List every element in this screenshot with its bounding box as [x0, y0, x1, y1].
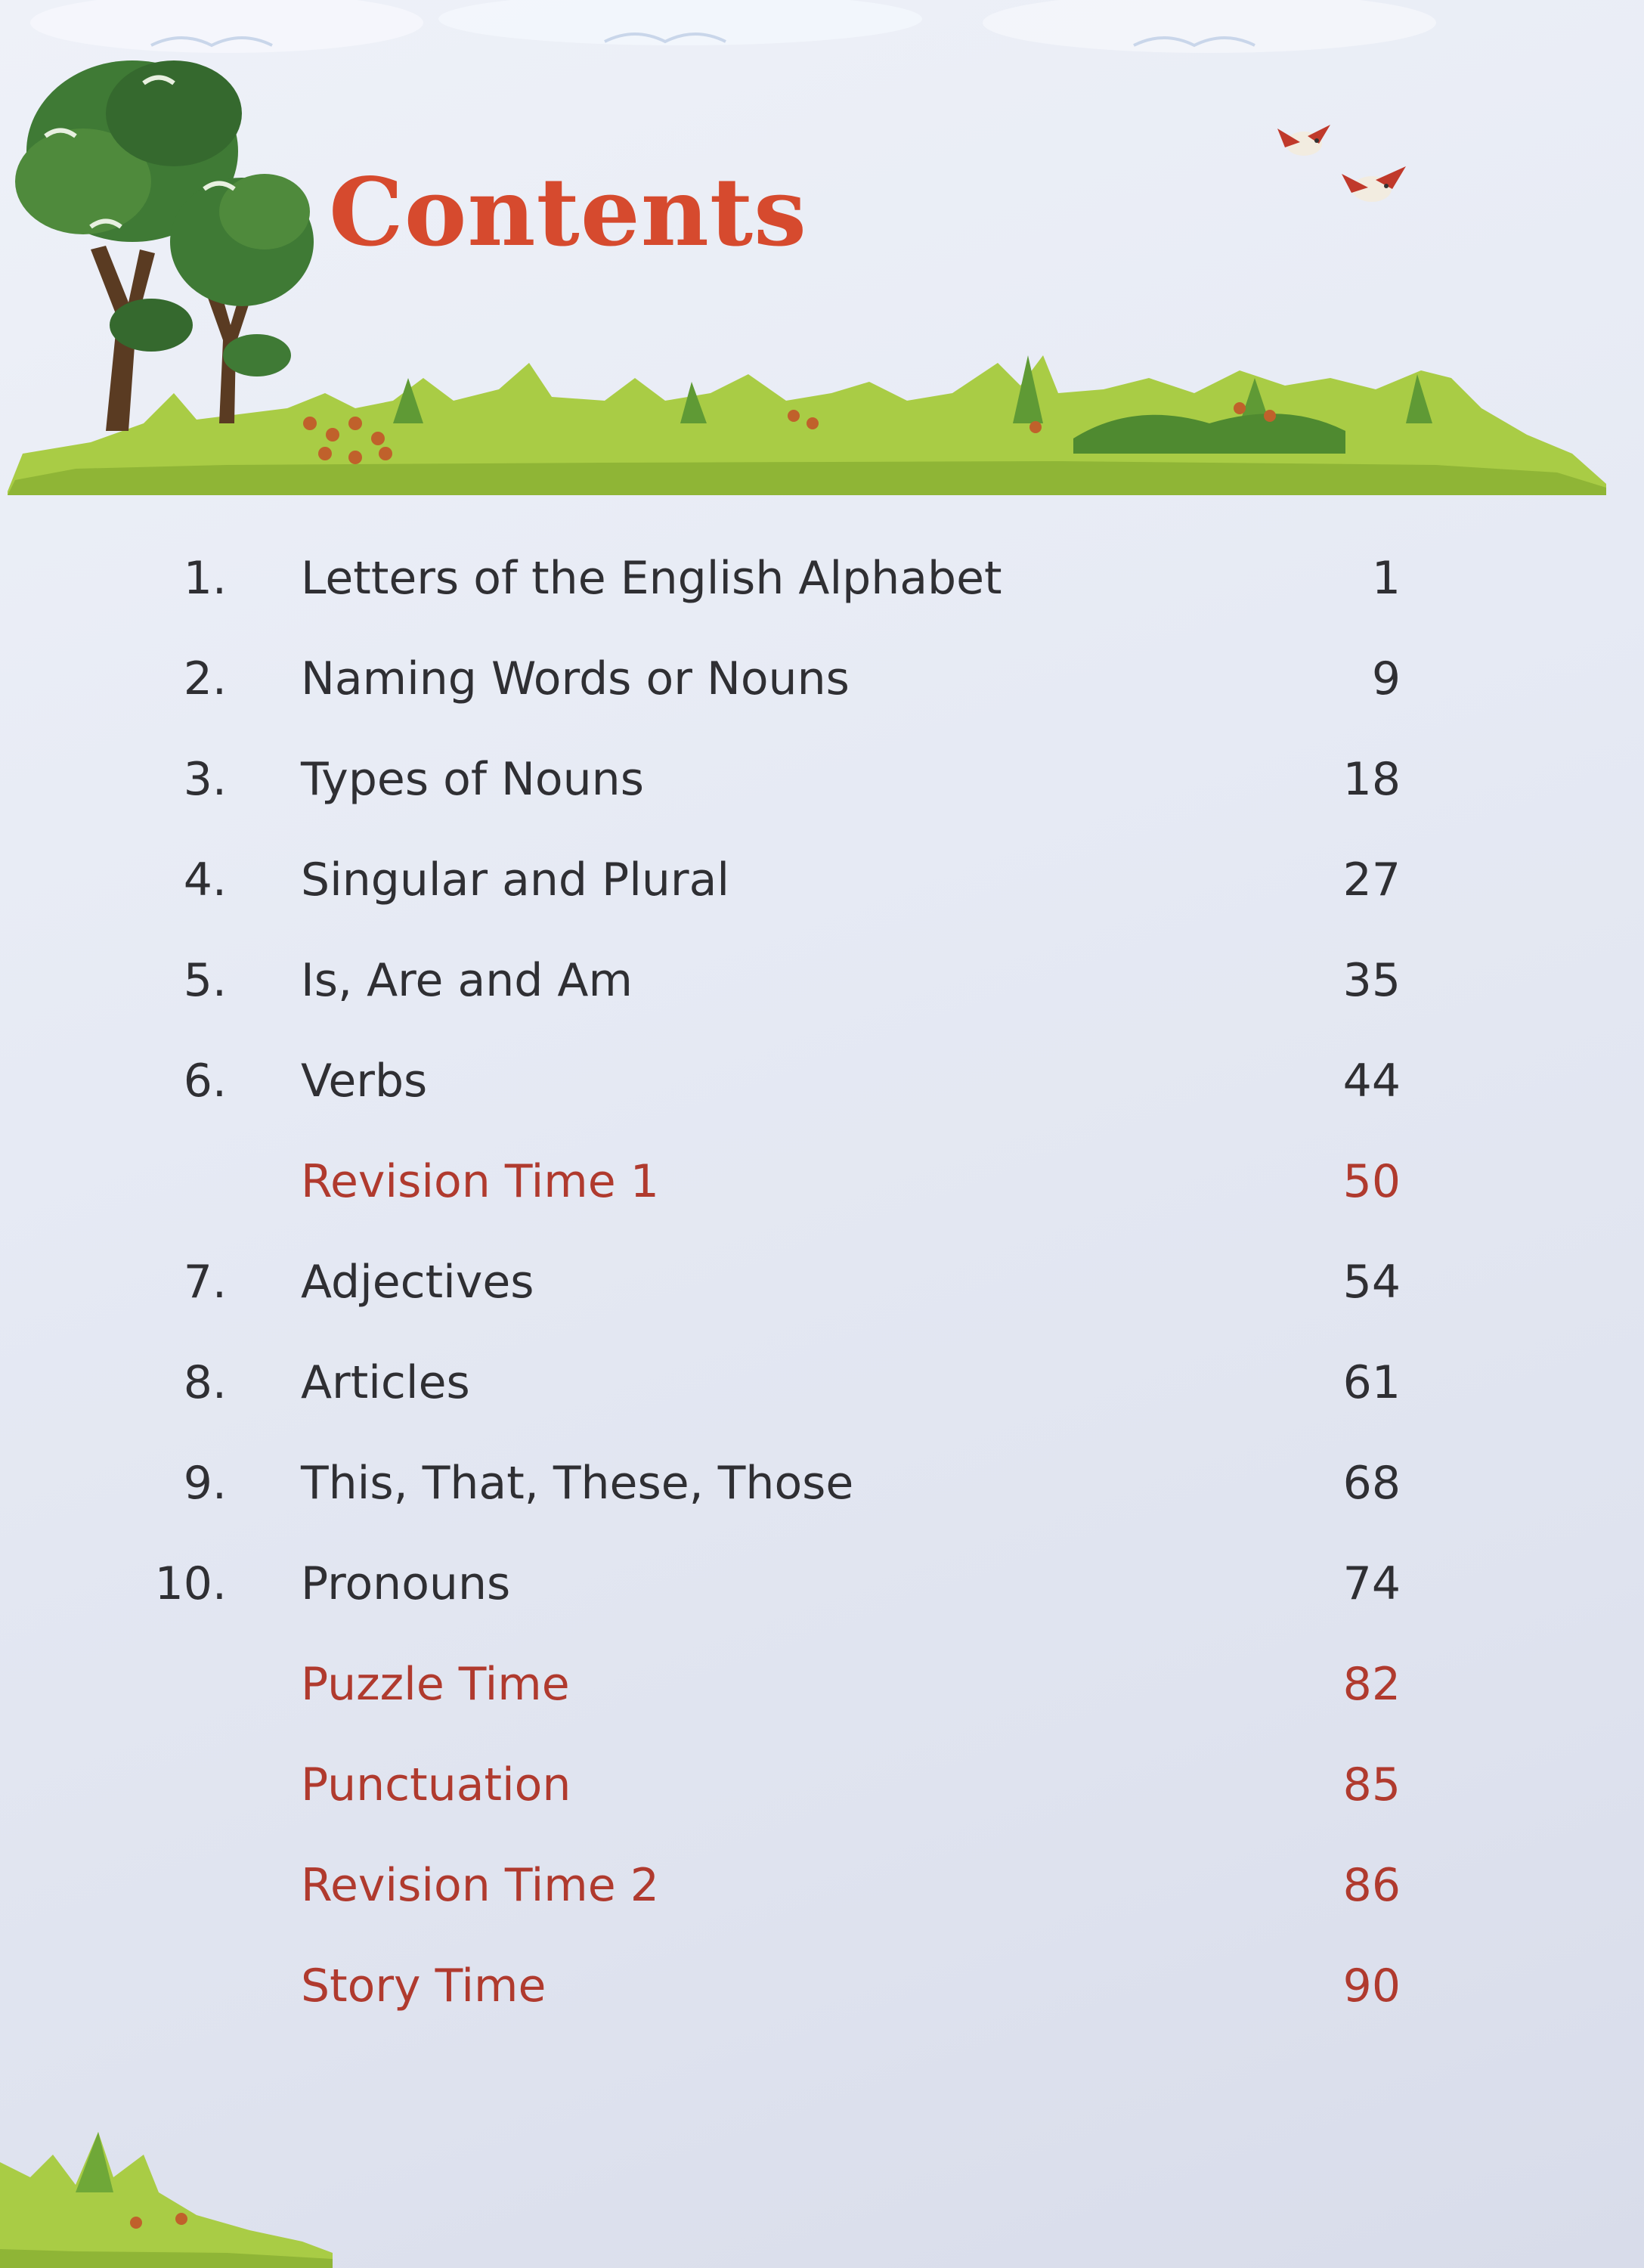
toc-page-number: 54 [1342, 1256, 1401, 1309]
toc-title: Puzzle Time [301, 1658, 570, 1711]
toc-page-number: 68 [1342, 1457, 1401, 1510]
toc-number: 2. [183, 652, 227, 705]
toc-page-number: 90 [1342, 1960, 1401, 2012]
bird-icon [1342, 166, 1406, 202]
bird-icon [1277, 125, 1330, 156]
toc-number: 4. [183, 854, 227, 906]
toc-entry[interactable] [0, 1635, 1644, 1736]
toc-page-number: 35 [1342, 954, 1401, 1007]
toc-title: This, That, These, Those [301, 1457, 854, 1510]
tree-icon [15, 60, 314, 431]
toc-entry[interactable] [0, 1535, 1644, 1635]
grass-patch-icon [0, 2109, 348, 2268]
toc-entry[interactable] [0, 1937, 1644, 2037]
toc-entry[interactable] [0, 1132, 1644, 1233]
toc-page-number: 44 [1342, 1055, 1401, 1108]
toc-number: 5. [183, 954, 227, 1007]
toc-title: Punctuation [301, 1758, 571, 1811]
toc-page-number: 82 [1342, 1658, 1401, 1711]
toc-entry[interactable] [0, 1032, 1644, 1132]
toc-page-number: 50 [1342, 1155, 1401, 1208]
toc-title: Revision Time 2 [301, 1859, 659, 1912]
toc-number: 6. [183, 1055, 227, 1108]
toc-entry[interactable] [0, 1836, 1644, 1937]
toc-entry[interactable] [0, 931, 1644, 1032]
toc-title: Is, Are and Am [301, 954, 633, 1007]
toc-entry[interactable] [0, 730, 1644, 831]
toc-title: Types of Nouns [301, 753, 644, 806]
toc-number: 8. [183, 1356, 227, 1409]
toc-number: 10. [154, 1557, 227, 1610]
toc-entry[interactable] [0, 630, 1644, 730]
toc-page-number: 27 [1342, 854, 1401, 906]
toc-number: 7. [183, 1256, 227, 1309]
toc-page-number: 74 [1342, 1557, 1401, 1610]
toc-title: Pronouns [301, 1557, 511, 1610]
table-of-contents [0, 529, 1644, 2037]
toc-title: Verbs [301, 1055, 428, 1108]
toc-entry[interactable] [0, 1233, 1644, 1334]
toc-title: Naming Words or Nouns [301, 652, 850, 705]
toc-number: 9. [183, 1457, 227, 1510]
toc-entry[interactable] [0, 1434, 1644, 1535]
toc-page-number: 9 [1371, 652, 1401, 705]
page-title: Contents [329, 158, 807, 268]
toc-number: 3. [183, 753, 227, 806]
toc-entry[interactable] [0, 831, 1644, 931]
toc-page-number: 86 [1342, 1859, 1401, 1912]
header-landscape [0, 0, 1644, 514]
toc-entry[interactable] [0, 529, 1644, 630]
toc-page-number: 61 [1342, 1356, 1401, 1409]
toc-page-number: 18 [1342, 753, 1401, 806]
toc-title: Revision Time 1 [301, 1155, 659, 1208]
toc-title: Story Time [301, 1960, 546, 2012]
birds-group [1262, 113, 1429, 219]
toc-entry[interactable] [0, 1334, 1644, 1434]
toc-entry[interactable] [0, 1736, 1644, 1836]
toc-title: Letters of the English Alphabet [301, 552, 1002, 605]
toc-title: Adjectives [301, 1256, 534, 1309]
toc-title: Singular and Plural [301, 854, 730, 906]
toc-page-number: 85 [1342, 1758, 1401, 1811]
toc-page-number: 1 [1371, 552, 1401, 605]
toc-title: Articles [301, 1356, 470, 1409]
toc-number: 1. [183, 552, 227, 605]
